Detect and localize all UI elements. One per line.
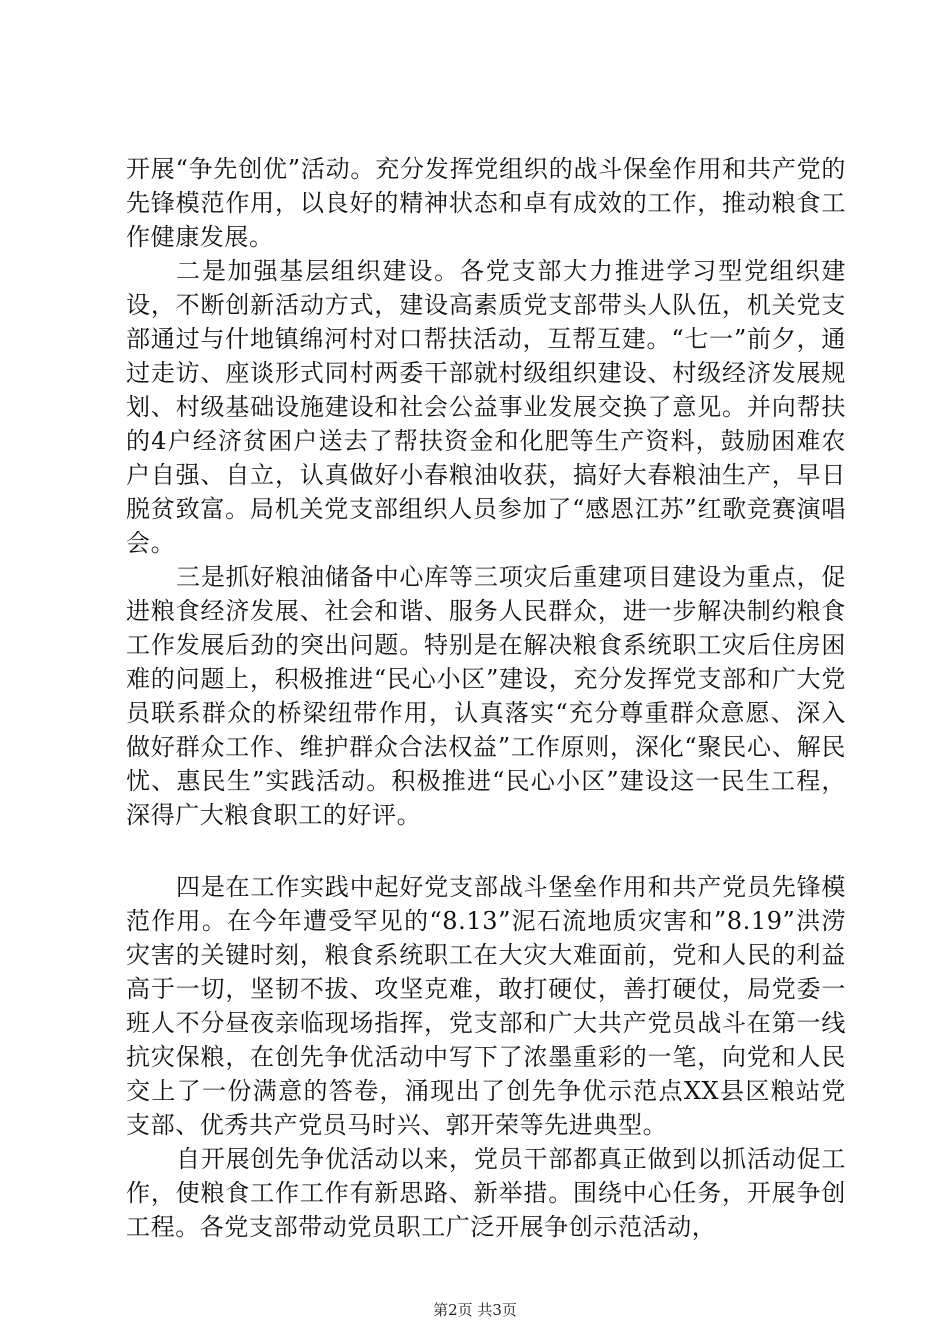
paragraph-point-two: 二是加强基层组织建设。各党支部大力推进学习型党组织建设，不断创新活动方式，建设高素质党支部带头人队伍，机关党支部通过与什地镇绵河村对口帮扶活动，互帮互建。“七一”前夕，通过走访、座谈形式同村两委干部就村级组织建设、村级经济发展规划、村级基础设施建设和社会公益事业发展交换了意见。并向帮扶的4户经济贫困户送去了帮扶资金和化肥等生产资料，鼓励困难农户自强、自立，认真做好小春粮油收获，搞好大春粮油生产，早日脱贫致富。局机关党支部组织人员参加了“感恩江苏”红歌竞赛演唱会。 xyxy=(126,257,846,557)
paragraph-summary: 自开展创先争优活动以来，党员干部都真正做到以抓活动促工作，使粮食工作工作有新思路、新举措。围绕中心任务，开展争创工程。各党支部带动党员职工广泛开展争创示范活动， xyxy=(126,1145,846,1241)
page-number-footer: 第2页 共3页 xyxy=(433,1301,517,1319)
paragraph-continuation: 开展“争先创优”活动。充分发挥党组织的战斗保垒作用和共产党的先锋模范作用，以良好的精神状态和卓有成效的工作，推动粮食工作健康发展。 xyxy=(126,155,846,251)
document-body xyxy=(126,152,846,1244)
paragraph-point-three: 三是抓好粮油储备中心库等三项灾后重建项目建设为重点，促进粮食经济发展、社会和谐、服务人民群众，进一步解决制约粮食工作发展后劲的突出问题。特别是在解决粮食系统职工灾后住房困难的问题上，积极推进“民心小区”建设，充分发挥党支部和广大党员联系群众的桥梁纽带作用，认真落实“充分尊重群众意愿、深入做好群众工作、维护群众合法权益”工作原则，深化“聚民心、解民忧、惠民生”实践活动。积极推进“民心小区”建设这一民生工程，深得广大粮食职工的好评。 xyxy=(126,563,846,829)
paragraph-point-four: 四是在工作实践中起好党支部战斗堡垒作用和共产党员先锋模范作用。在今年遭受罕见的“8.13”泥石流地质灾害和”8.19”洪涝灾害的关键时刻，粮食系统职工在大灾大难面前，党和人民的利益高于一切，坚韧不拔、攻坚克难，敢打硬仗，善打硬仗，局党委一班人不分昼夜亲临现场指挥，党支部和广大共产党员战斗在第一线抗灾保粮，在创先争优活动中写下了浓墨重彩的一笔，向党和人民交上了一份满意的答卷，涌现出了创先争优示范点XX县区粮站党支部、优秀共产党员马时兴、郭开荣等先进典型。 xyxy=(126,873,846,1139)
